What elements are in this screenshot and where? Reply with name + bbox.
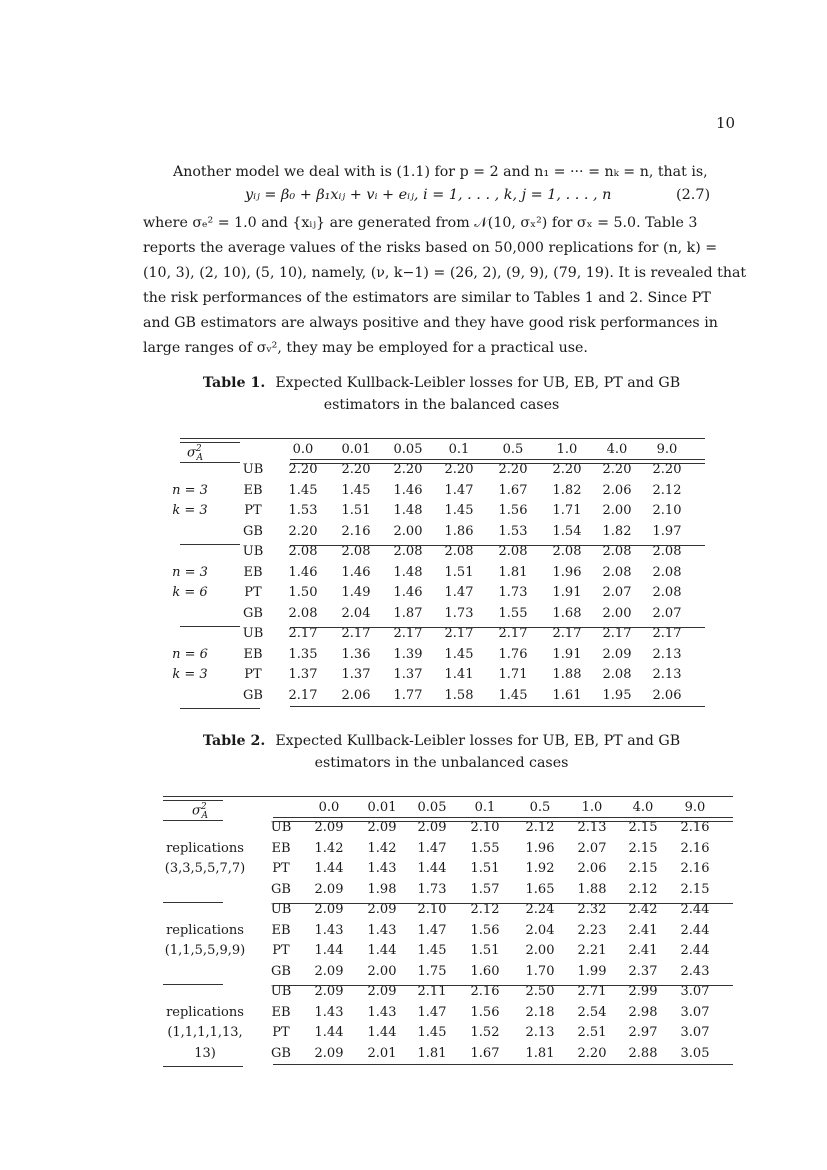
column-header: 0.0: [292, 442, 314, 457]
table-cell: 1.56: [470, 1004, 500, 1020]
estimator-label: PT: [272, 943, 290, 958]
group-label: replications: [166, 1004, 244, 1020]
table-cell: 1.88: [552, 667, 582, 682]
table-cell: 1.36: [341, 646, 371, 662]
table-cell: 2.08: [652, 544, 682, 559]
table-cell: 2.08: [602, 544, 632, 559]
column-header: 0.05: [417, 800, 447, 815]
table-cell: 1.76: [498, 646, 528, 662]
column-header: 4.0: [632, 800, 654, 815]
table-cell: 1.37: [341, 667, 371, 682]
table-cell: 2.12: [470, 902, 500, 917]
table1-caption-line1: Expected Kullback-Leibler losses for UB, EB, PT and GB: [275, 375, 681, 391]
table-cell: 1.52: [470, 1025, 500, 1040]
table-cell: 1.73: [444, 605, 474, 621]
table-cell: 2.08: [652, 564, 682, 580]
paragraph-line: and GB estimators are always positive and they have good risk performances in: [143, 315, 718, 331]
table-cell: 2.06: [341, 687, 371, 703]
table-cell: 2.20: [577, 1045, 607, 1061]
table-cell: 1.44: [314, 1025, 344, 1040]
table-cell: 1.71: [552, 503, 582, 518]
table-cell: 2.07: [652, 605, 682, 621]
paragraph-line: Another model we deal with is (1.1) for p = 2 and n₁ = ··· = nₖ = n, that is,: [173, 164, 708, 180]
table-cell: 2.08: [444, 544, 474, 559]
table-cell: 1.71: [498, 667, 528, 682]
table-cell: 3.07: [680, 1025, 710, 1040]
group-label: k = 3: [172, 667, 208, 682]
table-rule: [273, 1064, 733, 1065]
table-cell: 1.56: [498, 503, 528, 518]
table-cell: 2.41: [628, 943, 658, 958]
table-cell: 1.42: [314, 840, 344, 856]
paragraph-line: the risk performances of the estimators are similar to Tables 1 and 2. Since PT: [143, 290, 711, 306]
table-cell: 1.61: [552, 687, 582, 703]
table-cell: 2.16: [680, 861, 710, 876]
table-cell: 1.47: [417, 1004, 447, 1020]
table-cell: 2.20: [652, 462, 682, 477]
table-cell: 1.45: [288, 482, 318, 498]
table-cell: 1.53: [288, 503, 318, 518]
table-cell: 2.20: [393, 462, 423, 477]
table-cell: 1.45: [417, 943, 447, 958]
table-cell: 1.55: [470, 840, 500, 856]
table-cell: 2.43: [680, 963, 710, 979]
column-header: 0.5: [502, 442, 524, 457]
table-cell: 2.10: [417, 902, 447, 917]
table-cell: 1.81: [525, 1045, 555, 1061]
table-cell: 2.97: [628, 1025, 658, 1040]
table-cell: 2.17: [444, 626, 474, 641]
table-cell: 2.09: [367, 984, 397, 999]
table-cell: 2.20: [602, 462, 632, 477]
estimator-label: GB: [271, 881, 291, 897]
table-cell: 1.45: [444, 646, 474, 662]
table-cell: 1.65: [525, 881, 555, 897]
table-cell: 1.54: [552, 523, 582, 539]
table-cell: 1.99: [577, 963, 607, 979]
column-header: 0.01: [367, 800, 397, 815]
table-cell: 1.96: [552, 564, 582, 580]
table-cell: 1.46: [393, 482, 423, 498]
sigma-header: $\sigma^2_A$: [186, 444, 204, 463]
table-cell: 1.43: [314, 922, 344, 938]
estimator-label: GB: [271, 1045, 291, 1061]
table-cell: 1.43: [367, 861, 397, 876]
table-cell: 1.82: [552, 482, 582, 498]
table-cell: 2.08: [652, 585, 682, 600]
table-cell: 2.09: [602, 646, 632, 662]
estimator-label: PT: [272, 1025, 290, 1040]
table-cell: 1.95: [602, 687, 632, 703]
table-cell: 2.17: [602, 626, 632, 641]
table-cell: 2.04: [525, 922, 555, 938]
group-label: 13): [194, 1045, 216, 1061]
table-cell: 2.51: [577, 1025, 607, 1040]
table-cell: 2.11: [417, 984, 447, 999]
table-cell: 1.75: [417, 963, 447, 979]
table-cell: 2.44: [680, 922, 710, 938]
table-cell: 2.15: [628, 861, 658, 876]
table-cell: 1.43: [314, 1004, 344, 1020]
table-cell: 2.15: [680, 881, 710, 897]
table-cell: 1.47: [444, 585, 474, 600]
table-cell: 2.07: [602, 585, 632, 600]
group-label: (1,1,1,1,13,: [167, 1025, 243, 1040]
estimator-label: UB: [270, 902, 292, 917]
table-cell: 1.45: [417, 1025, 447, 1040]
table-cell: 2.20: [288, 523, 318, 539]
table-cell: 2.17: [288, 626, 318, 641]
paragraph-line: reports the average values of the risks based on 50,000 replications for (n, k) =: [143, 240, 718, 256]
table-rule: [273, 817, 733, 818]
table-cell: 2.08: [393, 544, 423, 559]
table-cell: 2.09: [367, 902, 397, 917]
table2-caption-line1: Expected Kullback-Leibler losses for UB, EB, PT and GB: [275, 733, 681, 749]
estimator-label: EB: [271, 840, 291, 856]
table-cell: 1.73: [417, 881, 447, 897]
column-header: 0.01: [341, 442, 371, 457]
estimator-label: UB: [242, 462, 264, 477]
table-cell: 1.44: [314, 943, 344, 958]
table-cell: 2.24: [525, 902, 555, 917]
table-cell: 1.39: [393, 646, 423, 662]
table-rule: [163, 800, 223, 801]
estimator-label: GB: [243, 523, 263, 539]
table-cell: 2.08: [288, 544, 318, 559]
table-cell: 2.13: [652, 646, 682, 662]
estimator-label: EB: [243, 482, 263, 498]
column-header: 0.1: [448, 442, 470, 457]
table-cell: 2.00: [393, 523, 423, 539]
table-cell: 2.08: [498, 544, 528, 559]
table-cell: 2.12: [652, 482, 682, 498]
table-cell: 1.67: [470, 1045, 500, 1061]
table-cell: 3.05: [680, 1045, 710, 1061]
table-cell: 1.53: [498, 523, 528, 539]
estimator-label: EB: [271, 1004, 291, 1020]
table-cell: 2.20: [552, 462, 582, 477]
sigma-header: $\sigma^2_A$: [191, 802, 209, 821]
table-cell: 1.44: [367, 943, 397, 958]
group-label: k = 3: [172, 503, 208, 518]
column-header: 4.0: [606, 442, 628, 457]
table-cell: 2.20: [498, 462, 528, 477]
table-cell: 1.46: [341, 564, 371, 580]
table-cell: 1.98: [367, 881, 397, 897]
table-cell: 1.46: [288, 564, 318, 580]
table-cell: 1.47: [417, 840, 447, 856]
table-cell: 2.09: [314, 1045, 344, 1061]
column-header: 9.0: [684, 800, 706, 815]
table-cell: 2.16: [341, 523, 371, 539]
table-cell: 1.51: [470, 861, 500, 876]
table-cell: 1.56: [470, 922, 500, 938]
column-header: 1.0: [581, 800, 603, 815]
estimator-label: UB: [242, 626, 264, 641]
table-rule: [163, 984, 223, 985]
table-cell: 1.51: [444, 564, 474, 580]
table-cell: 2.06: [602, 482, 632, 498]
table-cell: 1.49: [341, 585, 371, 600]
table-cell: 2.23: [577, 922, 607, 938]
estimator-label: EB: [243, 564, 263, 580]
table-cell: 1.91: [552, 585, 582, 600]
table-cell: 1.42: [367, 840, 397, 856]
table-cell: 1.73: [498, 585, 528, 600]
table-cell: 1.41: [444, 667, 474, 682]
table2-label: Table 2.: [202, 733, 266, 749]
equation-number: (2.7): [676, 187, 711, 203]
column-header: 0.1: [474, 800, 496, 815]
table-cell: 1.70: [525, 963, 555, 979]
estimator-label: GB: [243, 687, 263, 703]
table-cell: 1.35: [288, 646, 318, 662]
table-cell: 2.20: [341, 462, 371, 477]
table-cell: 1.51: [341, 503, 371, 518]
table-cell: 2.09: [367, 820, 397, 835]
table-cell: 2.13: [577, 820, 607, 835]
table-cell: 2.12: [525, 820, 555, 835]
table-cell: 2.08: [602, 564, 632, 580]
estimator-label: EB: [243, 646, 263, 662]
table-cell: 2.71: [577, 984, 607, 999]
column-header: 0.05: [393, 442, 423, 457]
table-cell: 2.15: [628, 840, 658, 856]
estimator-label: PT: [244, 585, 262, 600]
column-header: 0.5: [529, 800, 551, 815]
column-header: 0.0: [318, 800, 340, 815]
column-header: 9.0: [656, 442, 678, 457]
table-cell: 2.20: [288, 462, 318, 477]
table-cell: 2.08: [602, 667, 632, 682]
table-rule: [273, 985, 733, 986]
table-cell: 2.37: [628, 963, 658, 979]
group-label: replications: [166, 922, 244, 938]
table-cell: 2.17: [288, 687, 318, 703]
table-cell: 2.17: [341, 626, 371, 641]
table-cell: 1.44: [417, 861, 447, 876]
table-cell: 2.44: [680, 943, 710, 958]
table1-caption-line2: estimators in the balanced cases: [323, 397, 560, 413]
group-label: k = 6: [172, 585, 208, 600]
table-rule: [163, 902, 223, 903]
group-label: n = 3: [172, 564, 208, 580]
group-label: replications: [166, 840, 244, 856]
table-cell: 3.07: [680, 984, 710, 999]
table-rule: [273, 903, 733, 904]
table-cell: 2.07: [577, 840, 607, 856]
table-cell: 1.92: [525, 861, 555, 876]
table-cell: 2.09: [417, 820, 447, 835]
table-cell: 1.58: [444, 687, 474, 703]
table-cell: 2.17: [393, 626, 423, 641]
paragraph-line: large ranges of σᵥ², they may be employed for a practical use.: [143, 340, 588, 356]
table-cell: 1.45: [341, 482, 371, 498]
table-cell: 1.81: [498, 564, 528, 580]
table-cell: 2.99: [628, 984, 658, 999]
table-cell: 1.96: [525, 840, 555, 856]
table-cell: 2.13: [525, 1025, 555, 1040]
estimator-label: EB: [271, 922, 291, 938]
table-cell: 2.06: [577, 861, 607, 876]
table-cell: 1.87: [393, 605, 423, 621]
table-cell: 3.07: [680, 1004, 710, 1020]
estimator-label: PT: [244, 503, 262, 518]
table-cell: 1.67: [498, 482, 528, 498]
table-rule: [163, 820, 223, 821]
table-cell: 2.54: [577, 1004, 607, 1020]
table-cell: 2.10: [470, 820, 500, 835]
estimator-label: GB: [271, 963, 291, 979]
table-cell: 2.00: [602, 503, 632, 518]
table-cell: 1.44: [314, 861, 344, 876]
table-cell: 1.37: [393, 667, 423, 682]
table-cell: 2.08: [552, 544, 582, 559]
estimator-label: GB: [243, 605, 263, 621]
table-cell: 1.37: [288, 667, 318, 682]
table-cell: 2.09: [314, 820, 344, 835]
table-cell: 2.06: [652, 687, 682, 703]
table-cell: 2.41: [628, 922, 658, 938]
estimator-label: UB: [270, 820, 292, 835]
table-cell: 1.48: [393, 564, 423, 580]
table-cell: 1.47: [417, 922, 447, 938]
table-cell: 2.42: [628, 902, 658, 917]
table-cell: 1.55: [498, 605, 528, 621]
table-cell: 2.00: [602, 605, 632, 621]
table-cell: 2.18: [525, 1004, 555, 1020]
table-cell: 1.81: [417, 1045, 447, 1061]
table-cell: 1.43: [367, 922, 397, 938]
table-rule: [163, 796, 733, 797]
table-cell: 2.98: [628, 1004, 658, 1020]
table-cell: 1.68: [552, 605, 582, 621]
table-cell: 2.12: [628, 881, 658, 897]
table-cell: 2.00: [367, 963, 397, 979]
table-cell: 2.16: [680, 820, 710, 835]
table-rule: [273, 821, 733, 822]
table-cell: 1.51: [470, 943, 500, 958]
table2-caption-line2: estimators in the unbalanced cases: [314, 755, 569, 771]
table-cell: 1.60: [470, 963, 500, 979]
table-cell: 2.08: [341, 544, 371, 559]
table-cell: 1.48: [393, 503, 423, 518]
equation: yᵢⱼ = β₀ + β₁xᵢⱼ + vᵢ + eᵢⱼ, i = 1, . . . , k, j = 1, . . . , n: [245, 187, 612, 203]
table-cell: 2.17: [652, 626, 682, 641]
paragraph-line: (10, 3), (2, 10), (5, 10), namely, (ν, k−1) = (26, 2), (9, 9), (79, 19). It is revealed that: [143, 265, 747, 281]
table-cell: 1.88: [577, 881, 607, 897]
table-cell: 1.91: [552, 646, 582, 662]
table-cell: 2.16: [470, 984, 500, 999]
group-label: (1,1,5,5,9,9): [164, 943, 246, 958]
table-cell: 2.50: [525, 984, 555, 999]
table-cell: 2.16: [680, 840, 710, 856]
table-cell: 1.45: [498, 687, 528, 703]
table-rule: [163, 1066, 243, 1067]
table-cell: 2.10: [652, 503, 682, 518]
table-cell: 2.09: [314, 902, 344, 917]
page-number: 10: [716, 114, 736, 132]
table-cell: 2.09: [314, 984, 344, 999]
table-cell: 1.46: [393, 585, 423, 600]
table-cell: 2.09: [314, 963, 344, 979]
table-cell: 2.04: [341, 605, 371, 621]
table-cell: 2.32: [577, 902, 607, 917]
table-cell: 2.21: [577, 943, 607, 958]
table-cell: 2.09: [314, 881, 344, 897]
table-cell: 1.86: [444, 523, 474, 539]
table-cell: 1.97: [652, 523, 682, 539]
table1-label: Table 1.: [202, 375, 266, 391]
table-cell: 2.08: [288, 605, 318, 621]
table-cell: 1.77: [393, 687, 423, 703]
estimator-label: PT: [244, 667, 262, 682]
table-cell: 2.44: [680, 902, 710, 917]
column-header: 1.0: [556, 442, 578, 457]
paragraph-line: where σₑ² = 1.0 and {xᵢⱼ} are generated from 𝒩(10, σₓ²) for σₓ = 5.0. Table 3: [143, 215, 698, 231]
table-cell: 1.82: [602, 523, 632, 539]
table-cell: 2.88: [628, 1045, 658, 1061]
group-label: n = 3: [172, 482, 208, 498]
table-cell: 2.17: [498, 626, 528, 641]
table-cell: 1.57: [470, 881, 500, 897]
estimator-label: PT: [272, 861, 290, 876]
group-label: n = 6: [172, 646, 208, 662]
table-cell: 2.01: [367, 1045, 397, 1061]
table-cell: 2.17: [552, 626, 582, 641]
table-cell: 1.50: [288, 585, 318, 600]
table-cell: 1.47: [444, 482, 474, 498]
group-label: (3,3,5,5,7,7): [164, 861, 246, 876]
table-cell: 2.13: [652, 667, 682, 682]
estimator-label: UB: [242, 544, 264, 559]
table-cell: 1.43: [367, 1004, 397, 1020]
table-cell: 2.00: [525, 943, 555, 958]
table-cell: 2.20: [444, 462, 474, 477]
table-cell: 1.44: [367, 1025, 397, 1040]
table-cell: 2.15: [628, 820, 658, 835]
table-cell: 1.45: [444, 503, 474, 518]
estimator-label: UB: [270, 984, 292, 999]
